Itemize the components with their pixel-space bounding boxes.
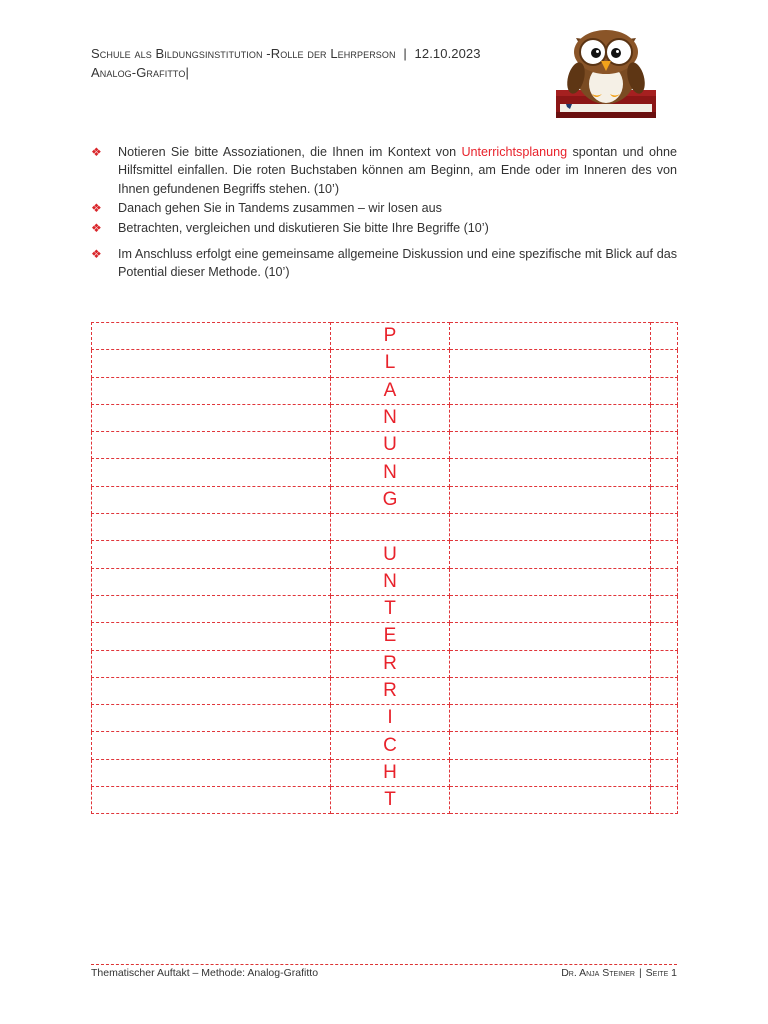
grid-empty-cell [92, 486, 331, 513]
instruction-text-2: Danach gehen Sie in Tandems zusammen – wir losen aus [118, 201, 442, 216]
grid-row [92, 432, 678, 459]
header-line-2 [91, 63, 481, 82]
grid-row [92, 350, 678, 377]
grid-empty-cell [450, 350, 651, 377]
grid-empty-cell [92, 705, 331, 732]
grid-empty-cell [651, 650, 678, 677]
grid-empty-cell [450, 514, 651, 541]
grid-row [92, 323, 678, 350]
grid-empty-cell [651, 677, 678, 704]
header-title: Schule als Bildungsinstitution -Rolle der Lehrperson [91, 46, 396, 61]
instruction-text-4: Im Anschluss erfolgt eine gemeinsame allgemeine Diskussion und eine spezifische mit Blick auf das Potential dieser Methode. (10’) [118, 247, 677, 280]
grid-empty-cell [92, 377, 331, 404]
instruction-item-2 [91, 199, 677, 217]
grid-empty-cell [92, 541, 331, 568]
grid-letter-cell: I [331, 705, 450, 732]
grid-empty-cell [651, 787, 678, 814]
grid-letter-cell: R [331, 677, 450, 704]
grid-row [92, 568, 678, 595]
grid-letter-cell: P [331, 323, 450, 350]
grid-empty-cell [92, 787, 331, 814]
grid-empty-cell [92, 759, 331, 786]
header-line-1 [91, 44, 481, 63]
instruction-text-3: Betrachten, vergleichen und diskutieren Sie bitte Ihre Begriffe (10’) [118, 220, 489, 235]
instruction-text-1: Notieren Sie bitte Assoziationen, die Ihnen im Kontext von Unterrichtsplanung spontan und ohne Hilfsmittel einfallen. Die roten Buchstaben können am Beginn, am Ende oder im Inneren des von Ihnen gefundenen Begriffs stehen. (10’) [118, 145, 677, 196]
grid-letter-cell: G [331, 486, 450, 513]
grid-empty-cell [651, 486, 678, 513]
grid-letter-cell: A [331, 377, 450, 404]
grid-letter-cell: C [331, 732, 450, 759]
instruction-item-3 [91, 219, 677, 237]
grid-empty-cell [651, 459, 678, 486]
footer-author: Dr. Anja Steiner [561, 967, 635, 979]
grid-empty-cell [450, 323, 651, 350]
grid-row [92, 677, 678, 704]
grid-empty-cell [92, 650, 331, 677]
grid-empty-cell [651, 514, 678, 541]
grid-empty-cell [92, 568, 331, 595]
grid-letter-cell: T [331, 595, 450, 622]
grid-letter-cell: N [331, 404, 450, 431]
grid-empty-cell [92, 459, 331, 486]
grid-letter-cell: T [331, 787, 450, 814]
grid-letter-cell: H [331, 759, 450, 786]
instruction-list [91, 143, 677, 283]
grid-empty-cell [651, 541, 678, 568]
grid-empty-cell [651, 377, 678, 404]
grafitto-grid [91, 322, 678, 814]
grid-empty-cell [651, 759, 678, 786]
grid-row [92, 514, 678, 541]
keyword-highlight: Unterrichtsplanung [461, 145, 568, 159]
grid-empty-cell [92, 595, 331, 622]
owl-on-book-illustration [552, 18, 664, 122]
grid-empty-cell [450, 705, 651, 732]
footer-right [561, 967, 677, 979]
grid-letter-cell: U [331, 541, 450, 568]
grid-empty-cell [450, 677, 651, 704]
grid-row [92, 787, 678, 814]
grid-letter-cell: N [331, 459, 450, 486]
grid-empty-cell [450, 377, 651, 404]
grid-empty-cell [450, 595, 651, 622]
header-date: 12.10.2023 [414, 46, 481, 61]
grid-empty-cell [450, 759, 651, 786]
grid-empty-cell [651, 623, 678, 650]
instruction-item-1 [91, 143, 677, 198]
grid-empty-cell [92, 404, 331, 431]
grid-empty-cell [651, 350, 678, 377]
grid-empty-cell [450, 787, 651, 814]
grid-empty-cell [651, 705, 678, 732]
grid-empty-cell [92, 350, 331, 377]
grid-empty-cell [651, 568, 678, 595]
grid-empty-cell [651, 595, 678, 622]
grid-empty-cell [651, 323, 678, 350]
grid-empty-cell [450, 486, 651, 513]
grid-empty-cell [450, 432, 651, 459]
grid-row [92, 377, 678, 404]
diamond-bullet-icon: ❖ [91, 220, 102, 235]
grid-empty-cell [651, 404, 678, 431]
grid-row [92, 459, 678, 486]
grid-empty-cell [450, 623, 651, 650]
instruction-item-4 [91, 245, 677, 282]
grid-empty-cell [92, 323, 331, 350]
grid-empty-cell [92, 514, 331, 541]
grid-empty-cell [450, 404, 651, 431]
grid-empty-cell [651, 732, 678, 759]
text-cursor: | [185, 65, 189, 80]
grid-empty-cell [92, 432, 331, 459]
grid-letter-cell [331, 514, 450, 541]
diamond-bullet-icon: ❖ [91, 145, 102, 159]
grid-letter-cell: R [331, 650, 450, 677]
grid-empty-cell [450, 650, 651, 677]
grid-empty-cell [450, 541, 651, 568]
grid-row [92, 759, 678, 786]
grid-row [92, 404, 678, 431]
grid-empty-cell [92, 732, 331, 759]
grid-letter-cell: N [331, 568, 450, 595]
footer-page: Seite 1 [645, 967, 677, 979]
grid-row [92, 705, 678, 732]
grid-row [92, 486, 678, 513]
grid-empty-cell [651, 432, 678, 459]
grid-row [92, 595, 678, 622]
diamond-bullet-icon: ❖ [91, 247, 102, 262]
header-separator: | [403, 46, 407, 61]
grid-row [92, 650, 678, 677]
grid-empty-cell [450, 732, 651, 759]
footer-divider [91, 964, 677, 965]
grid-empty-cell [92, 677, 331, 704]
header-method: Analog-Grafitto [91, 65, 186, 80]
document-header [91, 44, 481, 82]
diamond-bullet-icon: ❖ [91, 201, 102, 216]
grid-row [92, 732, 678, 759]
grid-empty-cell [92, 623, 331, 650]
grid-row [92, 541, 678, 568]
grid-letter-cell: E [331, 623, 450, 650]
grid-empty-cell [450, 568, 651, 595]
grid-letter-cell: U [331, 432, 450, 459]
grid-letter-cell: L [331, 350, 450, 377]
footer-separator: | [638, 967, 642, 979]
grid-row [92, 623, 678, 650]
footer-left-text: Thematischer Auftakt – Methode: Analog-Grafitto [91, 967, 319, 979]
grid-empty-cell [450, 459, 651, 486]
